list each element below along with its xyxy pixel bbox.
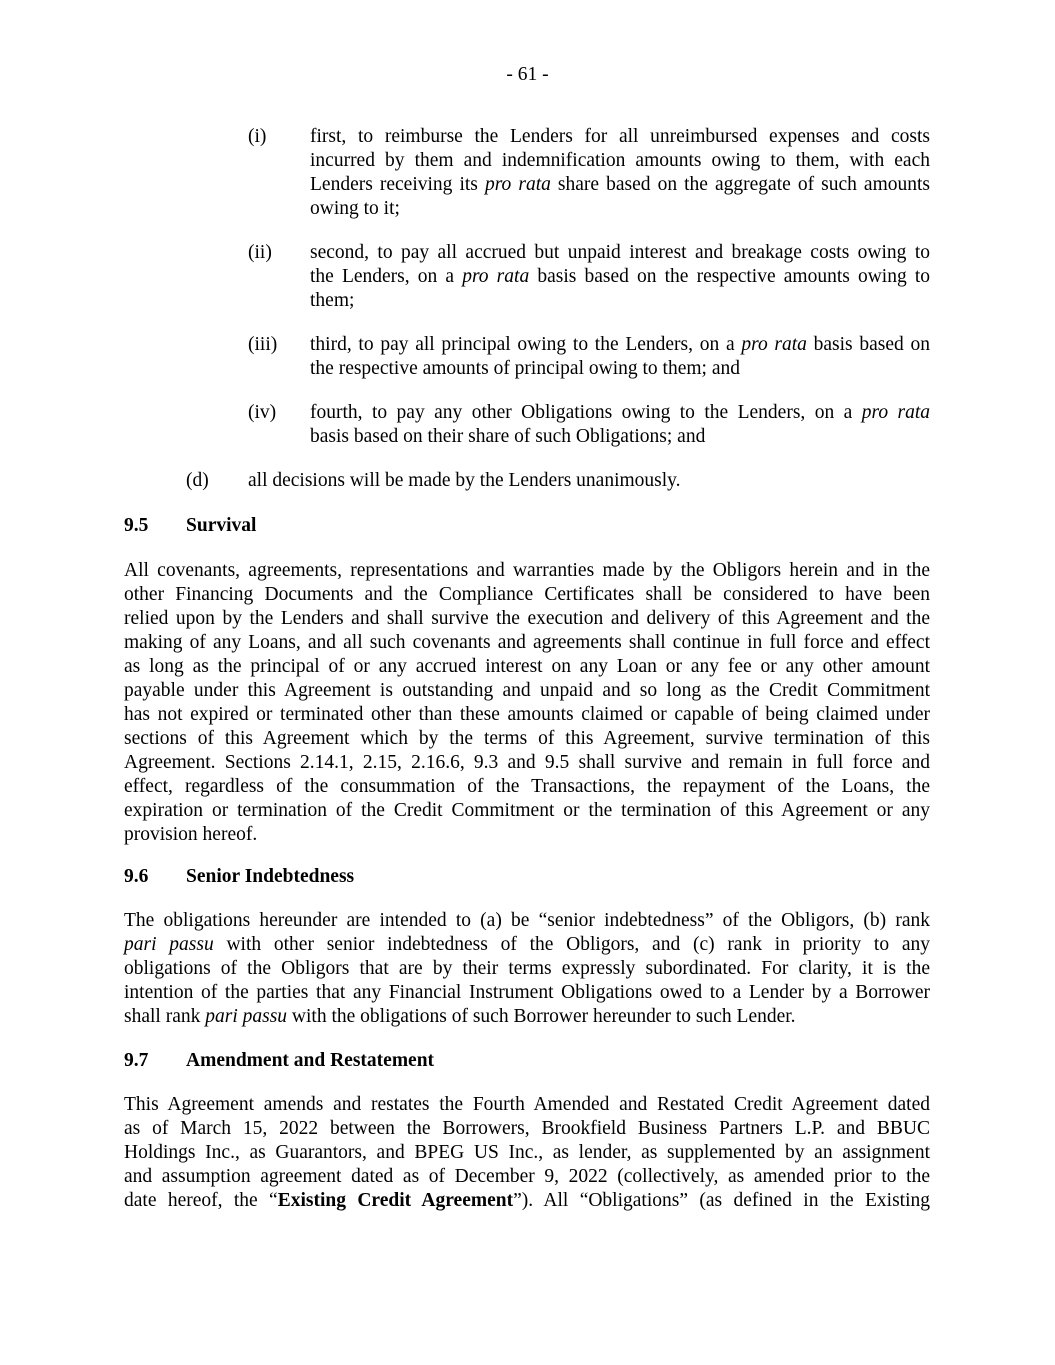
page-number: - 61 - [506, 64, 549, 85]
section-number: 9.6 [124, 866, 149, 887]
section-body-9-7: This Agreement amends and restates the Fourth Amended and Restated Credit Agreement dated as of March 15, 2022 between the Borrowers, Brookfield Business Partners L.P. and BBUC Holdings Inc., as Guarantors, and BPEG US Inc., as lender, as supplemented by an assignment and assumption agreement dated as of December 9, 2022 (collectively, as amended prior to the date hereof, the “Existing Credit Agreement”). All “Obligations” (as defined in the Existing [124, 1094, 930, 1211]
list-item-iii [248, 333, 930, 381]
section-title: Survival [186, 515, 257, 536]
list-text: third, to pay all principal owing to the Lenders, on a pro rata basis based on the respective amounts of principal owing to them; and [310, 334, 930, 379]
section-number: 9.7 [124, 1050, 149, 1071]
list-item-ii [248, 241, 930, 313]
list-text: second, to pay all accrued but unpaid interest and breakage costs owing to the Lenders, on a pro rata basis based on the respective amounts owing to them; [310, 242, 930, 311]
defined-term: Existing Credit Agreement [277, 1190, 514, 1211]
section-number: 9.5 [124, 515, 149, 536]
list-text: first, to reimburse the Lenders for all unreimbursed expenses and costs incurred by them and indemnification amounts owing to them, with each Lenders receiving its pro rata share based on the aggregate of such amounts owing to it; [310, 126, 931, 219]
section-heading-9-7 [124, 1049, 434, 1073]
section-title: Amendment and Restatement [186, 1050, 435, 1071]
section-body-9-5: All covenants, agreements, representations and warranties made by the Obligors herein and in the other Financing Documents and the Compliance Certificates shall be considered to have been relied upon by the Lenders and shall survive the execution and delivery of this Agreement and the making of any Loans, and all such covenants and agreements shall continue in full force and effect as long as the principal of or any accrued interest on any Loan or any fee or any other amount payable under this Agreement is outstanding and unpaid and so long as the Credit Commitment has not expired or terminated other than these amounts claimed or capable of being claimed under sections of this Agreement which by the terms of this Agreement, survive termination of this Agreement. Sections 2.14.1, 2.15, 2.16.6, 9.3 and 9.5 shall survive and remain in full force and effect, regardless of the consummation of the Transactions, the repayment of the Loans, the expiration or termination of the Credit Commitment or the termination of this Agreement or any provision hereof. [124, 560, 930, 845]
section-title: Senior Indebtedness [186, 866, 355, 887]
list-label: (d) [186, 470, 209, 491]
list-text: fourth, to pay any other Obligations owing to the Lenders, on a pro rata basis based on their share of such Obligations; and [310, 402, 930, 447]
section-heading-9-5 [124, 514, 256, 538]
list-item-iv [248, 401, 930, 449]
list-text: all decisions will be made by the Lenders unanimously. [248, 470, 681, 491]
section-body-9-6: The obligations hereunder are intended to (a) be “senior indebtedness” of the Obligors, (b) rank pari passu with other senior indebtedness of the Obligors, and (c) rank in priority to any obligations of the Obligors that are by their terms expressly subordinated. For clarity, it is the intention of the parties that any Financial Instrument Obligations owed to a Lender by a Borrower shall rank pari passu with the obligations of such Borrower hereunder to such Lender. [124, 910, 930, 1027]
list-item-i [248, 125, 930, 221]
list-label: (ii) [248, 242, 272, 263]
list-label: (i) [248, 126, 267, 147]
list-item-d [186, 469, 930, 493]
list-label: (iii) [248, 334, 278, 355]
list-label: (iv) [248, 402, 277, 423]
section-heading-9-6 [124, 865, 354, 889]
